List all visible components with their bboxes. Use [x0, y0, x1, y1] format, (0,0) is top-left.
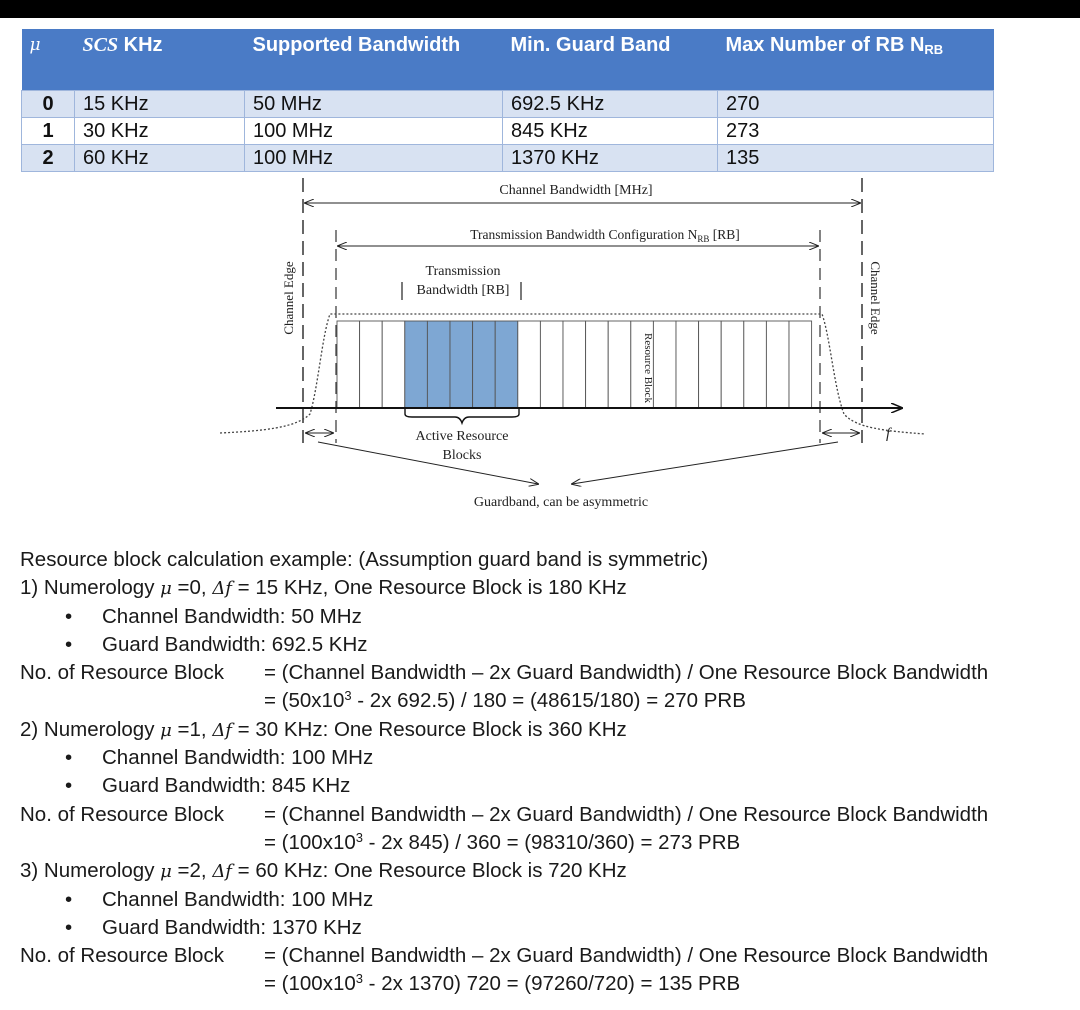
calc-part-a: = (50x10: [264, 689, 345, 713]
calc-part-a: = (100x10: [264, 830, 356, 854]
cell-bandwidth: 100 MHz: [245, 145, 503, 172]
cell-scs: 60 KHz: [75, 145, 245, 172]
formula-line: [20, 942, 988, 970]
cell-guard: 1370 KHz: [503, 145, 718, 172]
bullet-icon: •: [65, 774, 73, 798]
header-bandwidth: Supported Bandwidth: [245, 29, 503, 91]
active-resource-block: [473, 321, 496, 408]
resource-block: [518, 321, 541, 408]
calc-part-b: - 2x 1370) 720 = (97260/720) = 135 PRB: [362, 972, 741, 996]
resource-block: [766, 321, 789, 408]
bullet-item: [20, 603, 988, 631]
guardband-pointer-right: [572, 442, 838, 484]
heading-prefix: 1) Numerology: [20, 576, 161, 600]
calc-exponent: 3: [355, 829, 363, 845]
section-numerology-1: [20, 716, 988, 857]
tx-config-unit: [RB]: [709, 227, 740, 242]
formula-label: No. of Resource Block: [20, 661, 224, 685]
header-guard: Min. Guard Band: [503, 29, 718, 91]
bullet-icon: •: [65, 915, 73, 939]
bullet-item: [20, 772, 988, 800]
resource-block: [676, 321, 699, 408]
section-heading: [20, 857, 988, 885]
resource-block: [744, 321, 767, 408]
heading-prefix: 3) Numerology: [20, 859, 161, 883]
bullet-item: [20, 744, 988, 772]
active-resource-block: [427, 321, 450, 408]
channel-bandwidth-label: Channel Bandwidth [MHz]: [499, 183, 653, 198]
resource-block-label: Resource Block: [642, 333, 654, 403]
heading-mu: μ: [160, 861, 172, 883]
formula-text: = (Channel Bandwidth – 2x Guard Bandwidth) / One Resource Block Bandwidth: [264, 802, 989, 826]
section-heading: [20, 716, 988, 744]
active-rb-label-2: Blocks: [442, 448, 482, 463]
resource-block: [540, 321, 563, 408]
formula-text: = (Channel Bandwidth – 2x Guard Bandwidth) / One Resource Block Bandwidth: [264, 944, 989, 968]
bullet-item: [20, 631, 988, 659]
cell-mu: 1: [22, 118, 75, 145]
guardband-pointer-left: [318, 442, 538, 484]
heading-mu: μ: [160, 578, 172, 600]
bullet-icon: •: [65, 746, 73, 770]
tx-config-text: Transmission Bandwidth Configuration N: [470, 227, 698, 242]
section-numerology-0: [20, 574, 988, 715]
heading-delta-f: Δf: [212, 578, 232, 600]
bullet-text: Channel Bandwidth: 100 MHz: [102, 746, 374, 770]
cell-max-rb: 270: [718, 91, 994, 118]
header-scs-unit: KHz: [118, 34, 163, 56]
bullet-icon: •: [65, 887, 73, 911]
cell-max-rb: 273: [718, 118, 994, 145]
frequency-axis-label: f: [886, 426, 891, 442]
section-numerology-2: [20, 857, 988, 998]
header-mu: μ: [22, 29, 75, 91]
cell-bandwidth: 50 MHz: [245, 91, 503, 118]
active-rb-label-1: Active Resource: [415, 429, 509, 444]
formula-line: [20, 801, 988, 829]
guardband-label: Guardband, can be asymmetric: [473, 495, 649, 510]
calculation-line: [20, 687, 988, 715]
heading-delta-f: Δf: [212, 861, 232, 883]
resource-block: [699, 321, 722, 408]
intro-line: Resource block calculation example: (Assumption guard band is symmetric): [20, 548, 709, 571]
heading-mu: μ: [160, 719, 172, 741]
active-resource-block: [495, 321, 518, 408]
resource-block: [721, 321, 744, 408]
calc-exponent: 3: [344, 688, 352, 704]
cell-scs: 30 KHz: [75, 118, 245, 145]
document-page: [0, 18, 1080, 1010]
resource-block: [337, 321, 360, 408]
resource-block: [586, 321, 609, 408]
bullet-icon: •: [65, 604, 73, 628]
heading-suffix: = 30 KHz: One Resource Block is 360 KHz: [231, 717, 627, 741]
formula-line: [20, 659, 988, 687]
channel-edge-right-label: Channel Edge: [868, 261, 883, 335]
bandwidth-diagram: [0, 18, 1080, 528]
calculation-line: [20, 829, 988, 857]
cell-guard: 845 KHz: [503, 118, 718, 145]
tx-bandwidth-label-1: Transmission: [425, 264, 501, 279]
tx-bandwidth-label-2: Bandwidth [RB]: [416, 283, 510, 298]
resource-block: [789, 321, 812, 408]
cell-guard: 692.5 KHz: [503, 91, 718, 118]
tx-config-sub: RB: [697, 234, 710, 244]
heading-suffix: = 15 KHz, One Resource Block is 180 KHz: [231, 576, 627, 600]
resource-block: [608, 321, 631, 408]
cell-bandwidth: 100 MHz: [245, 118, 503, 145]
cell-mu: 2: [22, 145, 75, 172]
active-resource-block: [450, 321, 473, 408]
resource-block: [653, 321, 676, 408]
tx-config-label: [470, 227, 740, 244]
heading-mu-value: =1,: [171, 717, 213, 741]
heading-suffix: = 60 KHz: One Resource Block is 720 KHz: [231, 859, 627, 883]
active-resource-block: [405, 321, 428, 408]
resource-block: [563, 321, 586, 408]
header-max-rb-text: Max Number of RB N: [725, 34, 925, 56]
bullet-text: Guard Bandwidth: 1370 KHz: [102, 915, 362, 939]
formula-label: No. of Resource Block: [20, 802, 224, 826]
calc-part-b: - 2x 845) / 360 = (98310/360) = 273 PRB: [362, 830, 741, 854]
calc-part-a: = (100x10: [264, 972, 356, 996]
bullet-text: Channel Bandwidth: 100 MHz: [102, 887, 374, 911]
heading-mu-value: =2,: [171, 859, 213, 883]
header-max-rb-sub: RB: [924, 42, 944, 57]
formula-label: No. of Resource Block: [20, 944, 224, 968]
section-heading: [20, 574, 988, 602]
bullet-text: Channel Bandwidth: 50 MHz: [102, 604, 362, 628]
calculation-line: [20, 970, 988, 998]
calc-exponent: 3: [355, 971, 363, 987]
header-scs-italic: SCS: [82, 34, 119, 56]
calc-part-b: - 2x 692.5) / 180 = (48615/180) = 270 PRB: [351, 689, 746, 713]
bullet-icon: •: [65, 632, 73, 656]
calculation-text: [20, 546, 988, 999]
bullet-text: Guard Bandwidth: 692.5 KHz: [102, 632, 368, 656]
heading-delta-f: Δf: [212, 719, 232, 741]
channel-edge-left-label: Channel Edge: [281, 261, 296, 335]
heading-prefix: 2) Numerology: [20, 717, 161, 741]
cell-max-rb: 135: [718, 145, 994, 172]
bullet-text: Guard Bandwidth: 845 KHz: [102, 774, 351, 798]
cell-mu: 0: [22, 91, 75, 118]
cell-scs: 15 KHz: [75, 91, 245, 118]
resource-block: [382, 321, 405, 408]
resource-block: [360, 321, 383, 408]
resource-block-grid: [337, 321, 812, 408]
bullet-item: [20, 886, 988, 914]
active-rb-brace: [405, 408, 519, 423]
bullet-item: [20, 914, 988, 942]
heading-mu-value: =0,: [171, 576, 213, 600]
formula-text: = (Channel Bandwidth – 2x Guard Bandwidth) / One Resource Block Bandwidth: [264, 661, 989, 685]
